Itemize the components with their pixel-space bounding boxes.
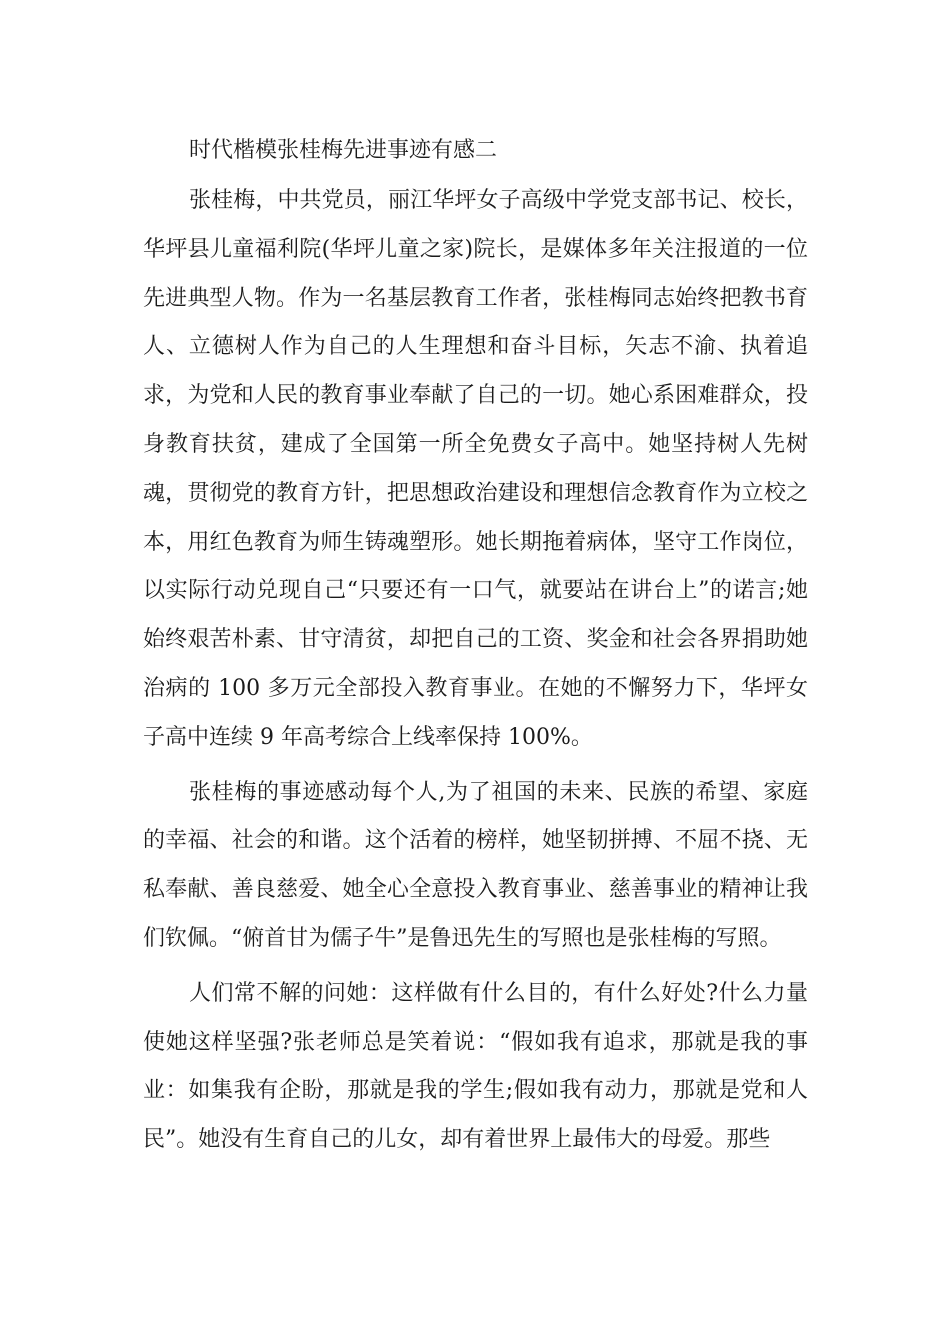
document-title: 时代楷模张桂梅先进事迹有感二 bbox=[189, 138, 498, 163]
document-body bbox=[143, 125, 808, 1165]
paragraph-2: 张桂梅的事迹感动每个人,为了祖国的未来、民族的希望、家庭的幸福、社会的和谐。这个活着的榜样，她坚韧拼搏、不屈不挠、无私奉献、善良慈爱、她全心全意投入教育事业、慈善事业的精神让我们钦佩。“俯首甘为儒子牛”是鲁迅先生的写照也是张桂梅的写照。 bbox=[143, 779, 808, 951]
paragraph-3: 人们常不解的问她：这样做有什么目的，有什么好处?什么力量使她这样坚强?张老师总是笑着说：“假如我有追求，那就是我的事业：如集我有企盼，那就是我的学生;假如我有动力，那就是党和人民”。她没有生育自己的儿女，却有着世界上最伟大的母爱。那些 bbox=[143, 980, 808, 1153]
paragraph-1: 张桂梅，中共党员，丽江华坪女子高级中学党支部书记、校长，华坪县儿童福利院(华坪儿童之家)院长，是媒体多年关注报道的一位先进典型人物。作为一名基层教育工作者，张桂梅同志始终把教书育人、立德树人作为自己的人生理想和奋斗目标，矢志不渝、执着追求，为党和人民的教育事业奉献了自己的一切。她心系困难群众，投身教育扶贫，建成了全国第一所全免费女子高中。她坚持树人先树魂，贯彻党的教育方针，把思想政治建设和理想信念教育作为立校之本，用红色教育为师生铸魂塑形。她长期拖着病体，坚守工作岗位，以实际行动兑现自己“只要还有一口气，就要站在讲台上”的诺言;她始终艰苦朴素、甘守清贫，却把自己的工资、奖金和社会各界捐助她治病的 100 多万元全部投入教育事业。在她的不懈努力下，华坪女子高中连续 9 年高考综合上线率保持 100%。 bbox=[143, 188, 808, 750]
